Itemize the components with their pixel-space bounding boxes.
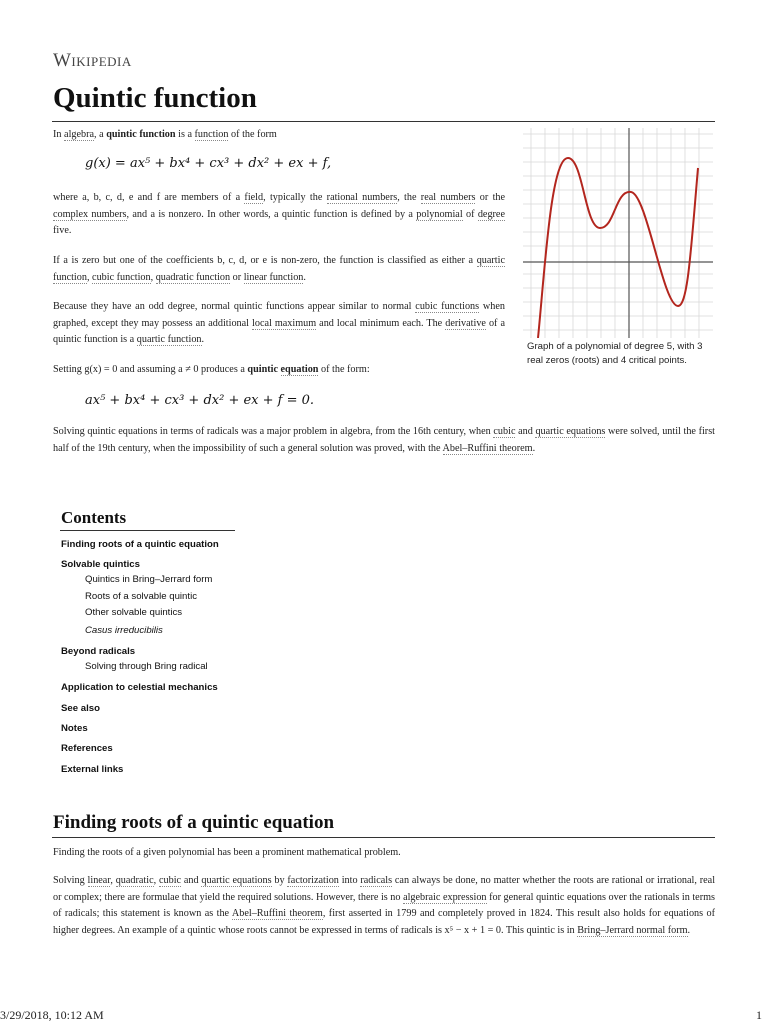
- link-cubic-functions[interactable]: cubic functions: [415, 301, 480, 312]
- text: Solving quintic equations in terms of radicals was a major problem in algebra, from the 16th century, when: [53, 426, 494, 437]
- toc-item[interactable]: Solvable quintics: [61, 559, 140, 570]
- toc-subitem[interactable]: Casus irreducibilis: [85, 625, 163, 636]
- print-timestamp: 3/29/2018, 10:12 AM: [0, 1008, 104, 1022]
- text: .: [532, 442, 536, 454]
- text: In: [53, 129, 65, 140]
- toc-item[interactable]: Finding roots of a quintic equation: [61, 539, 219, 550]
- polynomial-curve: [538, 158, 698, 338]
- text: into: [338, 875, 361, 886]
- wikipedia-wordmark[interactable]: Wikipedia: [53, 50, 132, 71]
- link-equation[interactable]: equation: [280, 364, 319, 375]
- link-cubic[interactable]: cubic: [158, 875, 182, 886]
- section-divider: [52, 837, 715, 838]
- intro-paragraph-4: [53, 299, 505, 349]
- link-quartic-function[interactable]: quartic function: [53, 255, 505, 283]
- bold-term: quintic function: [106, 129, 176, 140]
- link-quartic-function-2[interactable]: quartic function: [136, 334, 202, 345]
- link-quartic-equations[interactable]: quartic equations: [535, 426, 606, 437]
- link-abel-ruffini-theorem[interactable]: Abel–Ruffini theorem: [231, 908, 323, 919]
- graph-grid: [523, 128, 713, 338]
- link-cubic[interactable]: cubic: [493, 426, 516, 437]
- text: of a quintic function is a: [53, 317, 505, 345]
- text: when graphed, except they may possess an additional: [53, 301, 505, 329]
- text: five.: [53, 225, 72, 236]
- text: ,: [86, 271, 93, 283]
- text: of: [462, 208, 478, 220]
- text: If a is zero but one of the coefficients b, c, d, or e is non-zero, the function is classified as either a: [53, 255, 477, 266]
- toc-item[interactable]: Beyond radicals: [61, 646, 136, 657]
- text: were solved, until the first half of the 19th century, when the impossibility of such a general solution was proved, with the: [53, 426, 715, 454]
- intro-paragraph-1: [53, 127, 513, 144]
- toc-subitem[interactable]: Solving through Bring radical: [85, 661, 208, 672]
- toc-item[interactable]: External links: [61, 764, 124, 775]
- figure-caption: Graph of a polynomial of degree 5, with 3 real zeros (roots) and 4 critical points.: [527, 341, 703, 366]
- text: ,: [153, 875, 159, 886]
- page-title: Quintic function: [53, 82, 257, 114]
- link-factorization[interactable]: factorization: [287, 875, 339, 886]
- text: , and a is nonzero. In other words, a quintic function is defined by a: [126, 208, 417, 220]
- text: , first asserted in 1799 and completely proved in 1824. This result also holds for equations of higher degrees. An example of a quintic whose roots cannot be expressed in terms of radicals is x⁵ − x + 1 = 0. This quintic is in: [53, 908, 715, 936]
- link-quadratic-function[interactable]: quadratic function: [155, 271, 231, 283]
- text: .: [201, 334, 205, 345]
- text: .: [303, 271, 306, 283]
- link-algebra[interactable]: algebra: [64, 129, 95, 140]
- section-paragraph-1: Finding the roots of a given polynomial has been a prominent mathematical problem.: [53, 847, 401, 858]
- text: of the form: [228, 129, 277, 140]
- link-derivative[interactable]: derivative: [445, 317, 486, 329]
- intro-paragraph-6: [53, 424, 715, 457]
- text: by: [271, 875, 288, 886]
- equation-quintic-equation: ax⁵ + bx⁴ + cx³ + dx² + ex + f = 0.: [85, 393, 315, 408]
- link-bring-jerrard-normal-form[interactable]: Bring–Jerrard normal form: [577, 924, 688, 936]
- text: ,: [110, 875, 116, 886]
- text: .: [687, 924, 691, 936]
- toc-divider: [60, 530, 235, 531]
- text: Solving: [53, 875, 88, 886]
- link-complex-numbers[interactable]: complex numbers: [53, 208, 127, 220]
- toc-item[interactable]: References: [61, 743, 113, 754]
- text: for general quintic equations over the rationals in terms of radicals; this statement is known as the: [53, 891, 715, 919]
- link-algebraic-expression[interactable]: algebraic expression: [403, 891, 487, 903]
- bold-term: quintic: [247, 364, 281, 375]
- page-number: 1: [756, 1008, 762, 1022]
- link-degree[interactable]: degree: [477, 208, 505, 220]
- text: is a: [175, 129, 195, 140]
- link-real-numbers[interactable]: real numbers: [420, 192, 476, 203]
- toc-subitem[interactable]: Other solvable quintics: [85, 607, 183, 618]
- toc-item[interactable]: Application to celestial mechanics: [61, 682, 218, 693]
- text: ,: [150, 271, 156, 283]
- link-cubic-function[interactable]: cubic function: [92, 271, 151, 283]
- link-abel-ruffini-theorem[interactable]: Abel–Ruffini theorem: [442, 442, 533, 454]
- link-rational-numbers[interactable]: rational numbers: [326, 192, 398, 203]
- text: of the form:: [318, 364, 370, 375]
- text: or: [230, 271, 244, 283]
- toc-heading: Contents: [61, 508, 127, 527]
- text: , the: [397, 192, 421, 203]
- section-heading: Finding roots of a quintic equation: [53, 812, 335, 833]
- text: where a, b, c, d, e and f are members of a: [53, 192, 245, 203]
- link-field[interactable]: field: [244, 192, 264, 203]
- toc-subitem[interactable]: Roots of a solvable quintic: [85, 591, 197, 602]
- link-linear-function[interactable]: linear function: [243, 271, 304, 283]
- equation-quintic-function: g(x) = ax⁵ + bx⁴ + cx³ + dx² + ex + f,: [85, 156, 332, 171]
- text: , a: [94, 129, 107, 140]
- link-quartic-equations[interactable]: quartic equations: [201, 875, 272, 886]
- intro-paragraph-2: [53, 190, 505, 240]
- text: and local minimum each. The: [316, 317, 446, 329]
- text: and: [515, 426, 536, 437]
- link-linear[interactable]: linear: [87, 875, 111, 886]
- text: can always be done, no matter whether the roots are rational or irrational, real or complex; there are formulae that yield the required solutions. However, there is no: [53, 875, 716, 903]
- link-radicals[interactable]: radicals: [360, 875, 393, 886]
- toc-item[interactable]: Notes: [61, 723, 88, 734]
- link-quadratic[interactable]: quadratic: [115, 875, 154, 886]
- toc-item[interactable]: See also: [61, 703, 100, 714]
- text: , typically the: [263, 192, 327, 203]
- link-polynomial[interactable]: polynomial: [416, 208, 463, 220]
- text: Because they have an odd degree, normal quintic functions appear similar to normal: [53, 301, 416, 312]
- toc-subitem[interactable]: Quintics in Bring–Jerrard form: [85, 574, 213, 585]
- polynomial-graph-figure[interactable]: [523, 128, 713, 338]
- link-local-maximum[interactable]: local maximum: [252, 317, 317, 329]
- intro-paragraph-5: [53, 362, 505, 379]
- link-function[interactable]: function: [194, 129, 229, 140]
- text: or the: [475, 192, 506, 203]
- section-paragraph-2: [53, 873, 715, 939]
- text: Setting g(x) = 0 and assuming a ≠ 0 produces a: [53, 364, 248, 375]
- text: and: [181, 875, 202, 886]
- title-divider: [52, 121, 715, 122]
- intro-paragraph-3: [53, 253, 505, 286]
